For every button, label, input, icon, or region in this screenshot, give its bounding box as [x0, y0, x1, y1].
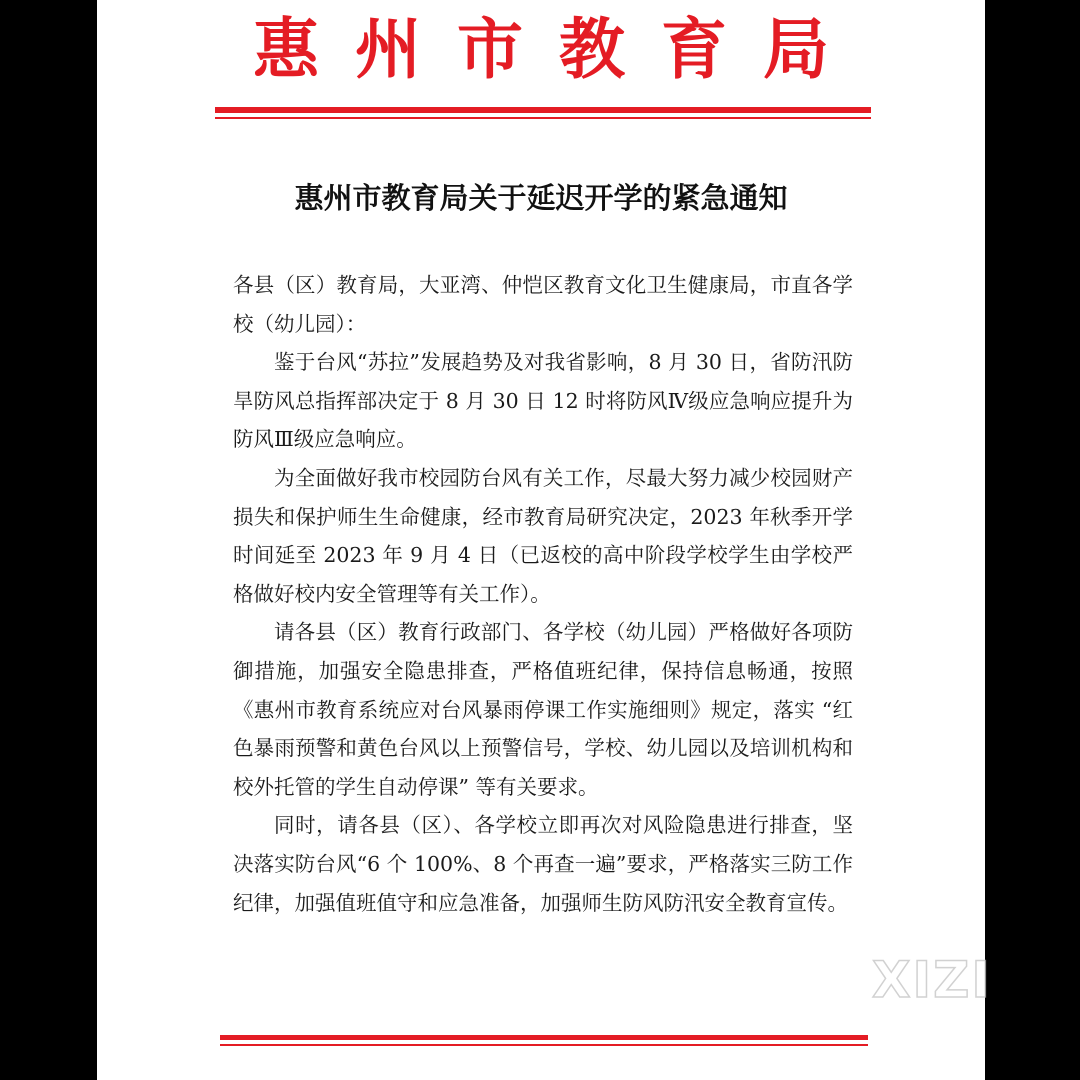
watermark-logo: XIZI	[872, 951, 993, 1009]
notice-paragraph: 同时，请各县（区）、各学校立即再次对风险隐患进行排查，坚决落实防台风“6 个 100%、8 个再查一遍”要求，严格落实三防工作纪律，加强值班值守和应急准备，加强师生防风防汛安全教育宣传。	[233, 813, 853, 915]
letterhead-char: 育	[661, 10, 727, 88]
letterhead-char: 惠	[253, 10, 319, 88]
notice-paragraph: 为全面做好我市校园防台风有关工作，尽最大努力减少校园财产损失和保护师生生命健康，经市教育局研究决定，2023 年秋季开学时间延至 2023 年 9 月 4 日（已返校的高中阶段学校学生由学校严格做好校内安全管理等有关工作）。	[233, 465, 853, 606]
letterhead	[97, 4, 985, 94]
letterhead-divider-thick	[215, 107, 871, 113]
letterhead-divider-thin	[215, 117, 871, 119]
letterhead-char: 州	[355, 10, 421, 88]
notice-paragraph: 请各县（区）教育行政部门、各学校（幼儿园）严格做好各项防御措施，加强安全隐患排查，严格值班纪律，保持信息畅通，按照《惠州市教育系统应对台风暴雨停课工作实施细则》规定，落实 “红色暴雨预警和黄色台风以上预警信号，学校、幼儿园以及培训机构和校外托管的学生自动停课” 等有关要求。	[233, 620, 853, 799]
footer-divider-thick	[220, 1035, 868, 1040]
notice-recipients: 各县（区）教育局，大亚湾、仲恺区教育文化卫生健康局，市直各学校（幼儿园）：	[233, 273, 853, 336]
notice-paragraph: 鉴于台风“苏拉”发展趋势及对我省影响，8 月 30 日，省防汛防旱防风总指挥部决定于 8 月 30 日 12 时将防风Ⅳ级应急响应提升为防风Ⅲ级应急响应。	[233, 350, 853, 452]
letterhead-char: 教	[559, 10, 625, 88]
footer-divider-thin	[220, 1044, 868, 1046]
document-page	[97, 0, 985, 1080]
notice-body	[233, 266, 853, 922]
letterhead-char: 市	[457, 10, 523, 88]
letterhead-char: 局	[763, 10, 829, 88]
notice-title: 惠州市教育局关于延迟开学的紧急通知	[294, 181, 788, 215]
